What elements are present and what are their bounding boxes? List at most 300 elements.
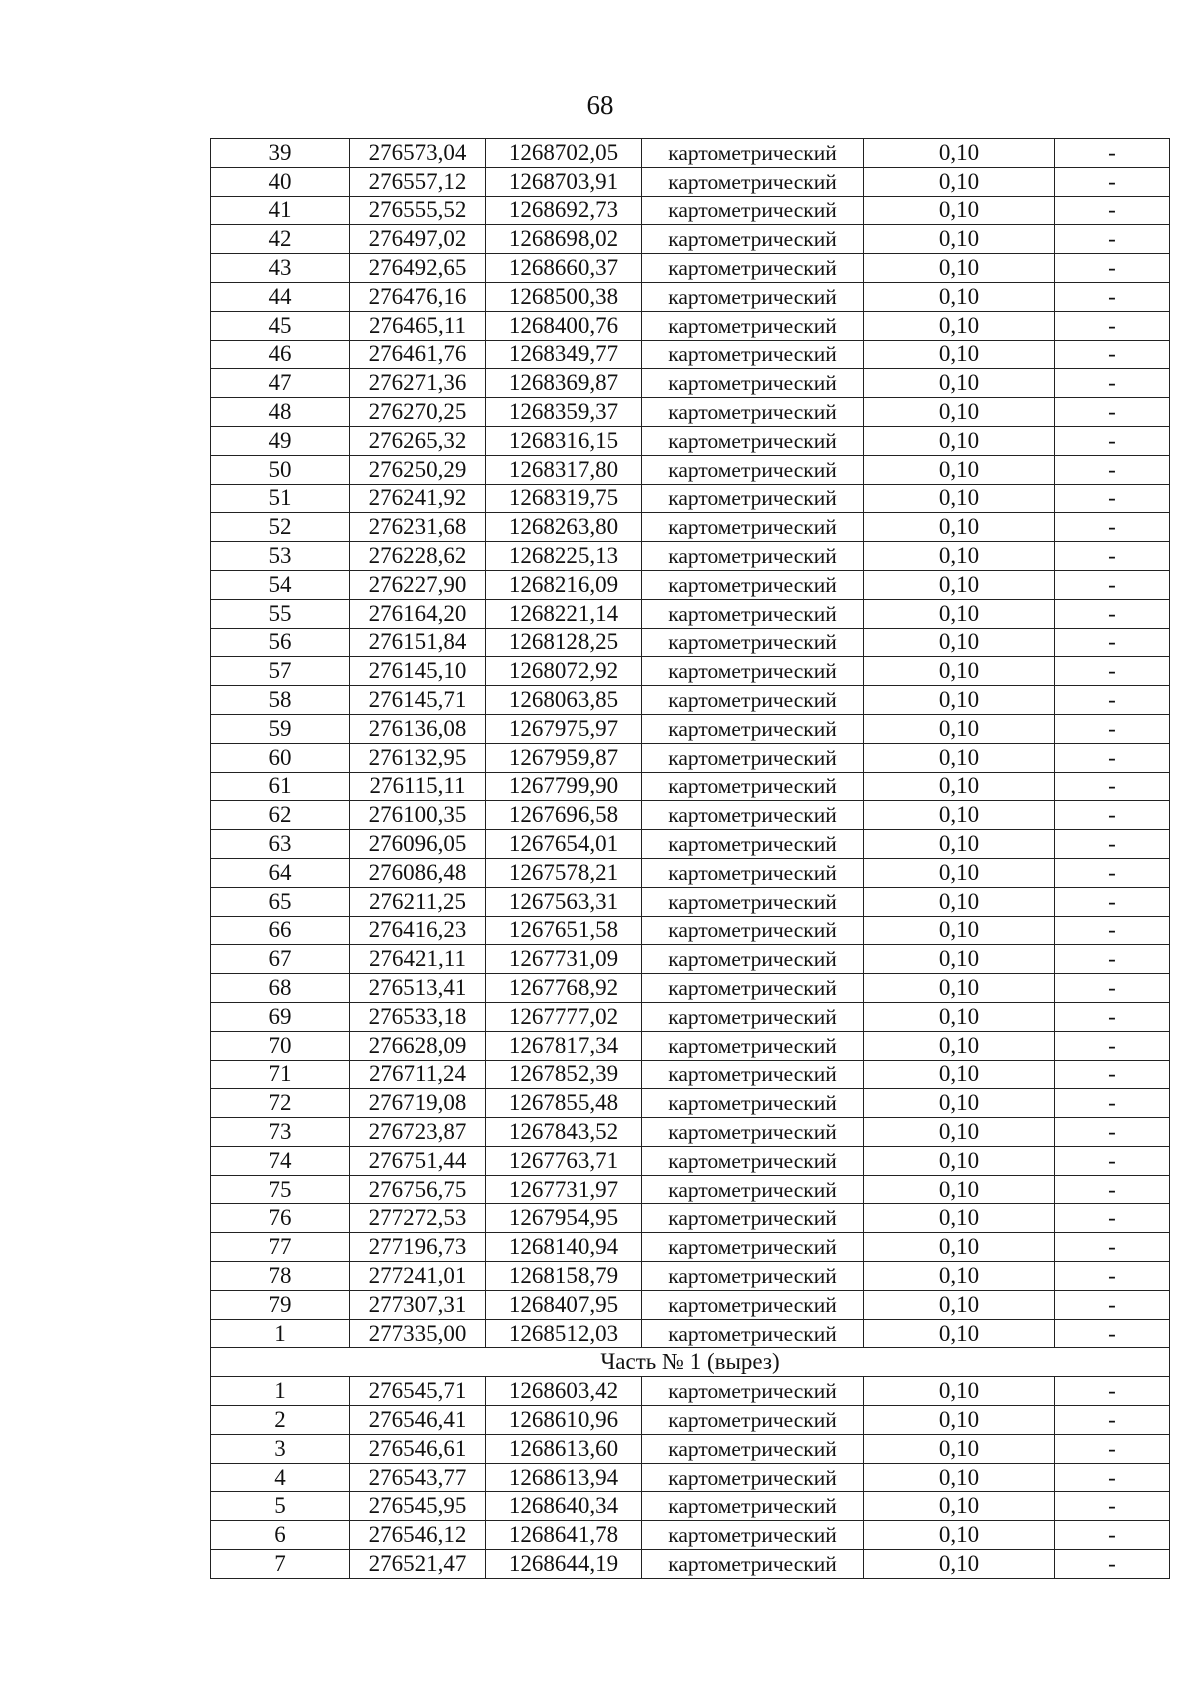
- x-coordinate: 276543,77: [350, 1463, 486, 1492]
- note: -: [1055, 1434, 1170, 1463]
- table-row: [211, 139, 1170, 168]
- y-coordinate: 1267578,21: [486, 858, 642, 887]
- table-row: [211, 1492, 1170, 1521]
- point-number: 2: [211, 1406, 350, 1435]
- accuracy: 0,10: [864, 916, 1055, 945]
- note: -: [1055, 1262, 1170, 1291]
- x-coordinate: 276227,90: [350, 570, 486, 599]
- accuracy: 0,10: [864, 1118, 1055, 1147]
- y-coordinate: 1267651,58: [486, 916, 642, 945]
- table-row: [211, 945, 1170, 974]
- table-row: [211, 1031, 1170, 1060]
- section-row: [211, 1348, 1170, 1377]
- table-row: [211, 830, 1170, 859]
- y-coordinate: 1268640,34: [486, 1492, 642, 1521]
- accuracy: 0,10: [864, 1319, 1055, 1348]
- method: картометрический: [642, 1377, 864, 1406]
- point-number: 65: [211, 887, 350, 916]
- y-coordinate: 1268613,94: [486, 1463, 642, 1492]
- section-header: [211, 1348, 1170, 1377]
- method: картометрический: [642, 1002, 864, 1031]
- y-coordinate: 1268221,14: [486, 599, 642, 628]
- point-number: 45: [211, 311, 350, 340]
- table-row: [211, 1406, 1170, 1435]
- table-row: [211, 426, 1170, 455]
- x-coordinate: 276465,11: [350, 311, 486, 340]
- y-coordinate: 1267563,31: [486, 887, 642, 916]
- table-row: [211, 599, 1170, 628]
- accuracy: 0,10: [864, 743, 1055, 772]
- note: -: [1055, 1031, 1170, 1060]
- accuracy: 0,10: [864, 1146, 1055, 1175]
- table-row: [211, 858, 1170, 887]
- accuracy: 0,10: [864, 599, 1055, 628]
- point-number: 44: [211, 282, 350, 311]
- x-coordinate: 277241,01: [350, 1262, 486, 1291]
- coordinates-rows-before: [211, 139, 1170, 1348]
- note: -: [1055, 369, 1170, 398]
- x-coordinate: 276461,76: [350, 340, 486, 369]
- point-number: 4: [211, 1463, 350, 1492]
- y-coordinate: 1267843,52: [486, 1118, 642, 1147]
- accuracy: 0,10: [864, 974, 1055, 1003]
- note: -: [1055, 570, 1170, 599]
- x-coordinate: 276115,11: [350, 772, 486, 801]
- method: картометрический: [642, 1060, 864, 1089]
- note: -: [1055, 282, 1170, 311]
- method: картометрический: [642, 1406, 864, 1435]
- point-number: 55: [211, 599, 350, 628]
- point-number: 56: [211, 628, 350, 657]
- y-coordinate: 1267852,39: [486, 1060, 642, 1089]
- note: -: [1055, 887, 1170, 916]
- note: -: [1055, 974, 1170, 1003]
- point-number: 40: [211, 167, 350, 196]
- point-number: 43: [211, 254, 350, 283]
- table-row: [211, 1377, 1170, 1406]
- note: -: [1055, 801, 1170, 830]
- note: -: [1055, 1521, 1170, 1550]
- y-coordinate: 1267817,34: [486, 1031, 642, 1060]
- note: -: [1055, 1233, 1170, 1262]
- y-coordinate: 1267959,87: [486, 743, 642, 772]
- table-row: [211, 657, 1170, 686]
- y-coordinate: 1268316,15: [486, 426, 642, 455]
- method: картометрический: [642, 628, 864, 657]
- point-number: 77: [211, 1233, 350, 1262]
- note: -: [1055, 916, 1170, 945]
- coordinates-rows-after: [211, 1377, 1170, 1579]
- y-coordinate: 1268613,60: [486, 1434, 642, 1463]
- y-coordinate: 1268225,13: [486, 542, 642, 571]
- method: картометрический: [642, 1463, 864, 1492]
- table-row: [211, 254, 1170, 283]
- accuracy: 0,10: [864, 1492, 1055, 1521]
- accuracy: 0,10: [864, 167, 1055, 196]
- table-row: [211, 340, 1170, 369]
- point-number: 61: [211, 772, 350, 801]
- table-row: [211, 1521, 1170, 1550]
- accuracy: 0,10: [864, 282, 1055, 311]
- y-coordinate: 1268319,75: [486, 484, 642, 513]
- accuracy: 0,10: [864, 1262, 1055, 1291]
- table-row: [211, 1089, 1170, 1118]
- table-row: [211, 1060, 1170, 1089]
- method: картометрический: [642, 657, 864, 686]
- point-number: 5: [211, 1492, 350, 1521]
- y-coordinate: 1267855,48: [486, 1089, 642, 1118]
- table-row: [211, 225, 1170, 254]
- accuracy: 0,10: [864, 398, 1055, 427]
- method: картометрический: [642, 426, 864, 455]
- x-coordinate: 276086,48: [350, 858, 486, 887]
- accuracy: 0,10: [864, 830, 1055, 859]
- note: -: [1055, 311, 1170, 340]
- point-number: 6: [211, 1521, 350, 1550]
- table-row: [211, 1463, 1170, 1492]
- method: картометрический: [642, 1319, 864, 1348]
- method: картометрический: [642, 542, 864, 571]
- y-coordinate: 1268263,80: [486, 513, 642, 542]
- point-number: 72: [211, 1089, 350, 1118]
- accuracy: 0,10: [864, 369, 1055, 398]
- table-row: [211, 628, 1170, 657]
- method: картометрический: [642, 1434, 864, 1463]
- note: -: [1055, 714, 1170, 743]
- x-coordinate: 276628,09: [350, 1031, 486, 1060]
- method: картометрический: [642, 1233, 864, 1262]
- x-coordinate: 276145,71: [350, 686, 486, 715]
- method: картометрический: [642, 513, 864, 542]
- point-number: 79: [211, 1290, 350, 1319]
- point-number: 7: [211, 1550, 350, 1579]
- table-row: [211, 196, 1170, 225]
- y-coordinate: 1268500,38: [486, 282, 642, 311]
- point-number: 74: [211, 1146, 350, 1175]
- accuracy: 0,10: [864, 1550, 1055, 1579]
- accuracy: 0,10: [864, 196, 1055, 225]
- table-row: [211, 455, 1170, 484]
- y-coordinate: 1267768,92: [486, 974, 642, 1003]
- note: -: [1055, 1204, 1170, 1233]
- point-number: 50: [211, 455, 350, 484]
- point-number: 41: [211, 196, 350, 225]
- method: картометрический: [642, 945, 864, 974]
- method: картометрический: [642, 858, 864, 887]
- method: картометрический: [642, 887, 864, 916]
- x-coordinate: 276100,35: [350, 801, 486, 830]
- x-coordinate: 276492,65: [350, 254, 486, 283]
- y-coordinate: 1267975,97: [486, 714, 642, 743]
- note: -: [1055, 772, 1170, 801]
- x-coordinate: 277272,53: [350, 1204, 486, 1233]
- note: -: [1055, 225, 1170, 254]
- note: -: [1055, 340, 1170, 369]
- point-number: 52: [211, 513, 350, 542]
- accuracy: 0,10: [864, 542, 1055, 571]
- point-number: 68: [211, 974, 350, 1003]
- note: -: [1055, 398, 1170, 427]
- method: картометрический: [642, 974, 864, 1003]
- table-row: [211, 167, 1170, 196]
- x-coordinate: 276096,05: [350, 830, 486, 859]
- note: -: [1055, 1463, 1170, 1492]
- x-coordinate: 276228,62: [350, 542, 486, 571]
- point-number: 64: [211, 858, 350, 887]
- method: картометрический: [642, 1262, 864, 1291]
- point-number: 69: [211, 1002, 350, 1031]
- accuracy: 0,10: [864, 657, 1055, 686]
- table-row: [211, 1175, 1170, 1204]
- x-coordinate: 276211,25: [350, 887, 486, 916]
- accuracy: 0,10: [864, 139, 1055, 168]
- x-coordinate: 276711,24: [350, 1060, 486, 1089]
- x-coordinate: 276545,71: [350, 1377, 486, 1406]
- table-row: [211, 1146, 1170, 1175]
- point-number: 60: [211, 743, 350, 772]
- accuracy: 0,10: [864, 484, 1055, 513]
- point-number: 78: [211, 1262, 350, 1291]
- point-number: 67: [211, 945, 350, 974]
- x-coordinate: 276533,18: [350, 1002, 486, 1031]
- accuracy: 0,10: [864, 570, 1055, 599]
- method: картометрический: [642, 196, 864, 225]
- accuracy: 0,10: [864, 686, 1055, 715]
- table-row: [211, 1204, 1170, 1233]
- accuracy: 0,10: [864, 426, 1055, 455]
- y-coordinate: 1268359,37: [486, 398, 642, 427]
- accuracy: 0,10: [864, 801, 1055, 830]
- section-title: Часть № 1 (вырез): [211, 1348, 1170, 1377]
- method: картометрический: [642, 1089, 864, 1118]
- method: картометрический: [642, 1550, 864, 1579]
- table-row: [211, 887, 1170, 916]
- accuracy: 0,10: [864, 1463, 1055, 1492]
- method: картометрический: [642, 801, 864, 830]
- accuracy: 0,10: [864, 1434, 1055, 1463]
- y-coordinate: 1267777,02: [486, 1002, 642, 1031]
- x-coordinate: 276521,47: [350, 1550, 486, 1579]
- note: -: [1055, 1319, 1170, 1348]
- table-row: [211, 1290, 1170, 1319]
- method: картометрический: [642, 254, 864, 283]
- y-coordinate: 1268072,92: [486, 657, 642, 686]
- x-coordinate: 276497,02: [350, 225, 486, 254]
- y-coordinate: 1268140,94: [486, 1233, 642, 1262]
- method: картометрический: [642, 282, 864, 311]
- accuracy: 0,10: [864, 1204, 1055, 1233]
- method: картометрический: [642, 311, 864, 340]
- accuracy: 0,10: [864, 628, 1055, 657]
- table-row: [211, 743, 1170, 772]
- table-row: [211, 1550, 1170, 1579]
- method: картометрический: [642, 714, 864, 743]
- point-number: 57: [211, 657, 350, 686]
- note: -: [1055, 1002, 1170, 1031]
- accuracy: 0,10: [864, 1233, 1055, 1262]
- accuracy: 0,10: [864, 1406, 1055, 1435]
- y-coordinate: 1268349,77: [486, 340, 642, 369]
- x-coordinate: 276416,23: [350, 916, 486, 945]
- table-row: [211, 1118, 1170, 1147]
- point-number: 51: [211, 484, 350, 513]
- note: -: [1055, 1089, 1170, 1118]
- table-row: [211, 801, 1170, 830]
- accuracy: 0,10: [864, 1290, 1055, 1319]
- note: -: [1055, 599, 1170, 628]
- y-coordinate: 1268512,03: [486, 1319, 642, 1348]
- point-number: 1: [211, 1319, 350, 1348]
- table-row: [211, 686, 1170, 715]
- point-number: 39: [211, 139, 350, 168]
- table-row: [211, 369, 1170, 398]
- note: -: [1055, 657, 1170, 686]
- method: картометрический: [642, 772, 864, 801]
- y-coordinate: 1268158,79: [486, 1262, 642, 1291]
- note: -: [1055, 484, 1170, 513]
- x-coordinate: 276231,68: [350, 513, 486, 542]
- y-coordinate: 1268644,19: [486, 1550, 642, 1579]
- table-row: [211, 542, 1170, 571]
- accuracy: 0,10: [864, 858, 1055, 887]
- x-coordinate: 277335,00: [350, 1319, 486, 1348]
- y-coordinate: 1268703,91: [486, 167, 642, 196]
- point-number: 48: [211, 398, 350, 427]
- accuracy: 0,10: [864, 1175, 1055, 1204]
- y-coordinate: 1268641,78: [486, 1521, 642, 1550]
- point-number: 59: [211, 714, 350, 743]
- note: -: [1055, 167, 1170, 196]
- accuracy: 0,10: [864, 340, 1055, 369]
- note: -: [1055, 686, 1170, 715]
- method: картометрический: [642, 340, 864, 369]
- accuracy: 0,10: [864, 1521, 1055, 1550]
- method: картометрический: [642, 225, 864, 254]
- x-coordinate: 276557,12: [350, 167, 486, 196]
- method: картометрический: [642, 1521, 864, 1550]
- x-coordinate: 276545,95: [350, 1492, 486, 1521]
- note: -: [1055, 1290, 1170, 1319]
- table-row: [211, 772, 1170, 801]
- method: картометрический: [642, 455, 864, 484]
- point-number: 47: [211, 369, 350, 398]
- method: картометрический: [642, 743, 864, 772]
- x-coordinate: 276271,36: [350, 369, 486, 398]
- point-number: 46: [211, 340, 350, 369]
- page-number: 68: [586, 90, 614, 120]
- x-coordinate: 276250,29: [350, 455, 486, 484]
- x-coordinate: 276132,95: [350, 743, 486, 772]
- point-number: 63: [211, 830, 350, 859]
- method: картометрический: [642, 1290, 864, 1319]
- x-coordinate: 276546,61: [350, 1434, 486, 1463]
- note: -: [1055, 542, 1170, 571]
- point-number: 3: [211, 1434, 350, 1463]
- table-row: [211, 974, 1170, 1003]
- x-coordinate: 276476,16: [350, 282, 486, 311]
- note: -: [1055, 830, 1170, 859]
- y-coordinate: 1268603,42: [486, 1377, 642, 1406]
- note: -: [1055, 858, 1170, 887]
- table-row: [211, 484, 1170, 513]
- method: картометрический: [642, 1175, 864, 1204]
- point-number: 49: [211, 426, 350, 455]
- method: картометрический: [642, 167, 864, 196]
- note: -: [1055, 1492, 1170, 1521]
- point-number: 54: [211, 570, 350, 599]
- point-number: 75: [211, 1175, 350, 1204]
- y-coordinate: 1268407,95: [486, 1290, 642, 1319]
- point-number: 71: [211, 1060, 350, 1089]
- x-coordinate: 276546,41: [350, 1406, 486, 1435]
- note: -: [1055, 455, 1170, 484]
- point-number: 62: [211, 801, 350, 830]
- note: -: [1055, 945, 1170, 974]
- note: -: [1055, 1377, 1170, 1406]
- x-coordinate: 276756,75: [350, 1175, 486, 1204]
- table-row: [211, 1233, 1170, 1262]
- x-coordinate: 276270,25: [350, 398, 486, 427]
- accuracy: 0,10: [864, 1377, 1055, 1406]
- method: картометрический: [642, 1492, 864, 1521]
- accuracy: 0,10: [864, 1031, 1055, 1060]
- point-number: 42: [211, 225, 350, 254]
- x-coordinate: 276546,12: [350, 1521, 486, 1550]
- y-coordinate: 1268216,09: [486, 570, 642, 599]
- x-coordinate: 276265,32: [350, 426, 486, 455]
- y-coordinate: 1268317,80: [486, 455, 642, 484]
- x-coordinate: 276513,41: [350, 974, 486, 1003]
- note: -: [1055, 1146, 1170, 1175]
- x-coordinate: 276241,92: [350, 484, 486, 513]
- method: картометрический: [642, 916, 864, 945]
- table-row: [211, 1319, 1170, 1348]
- x-coordinate: 276573,04: [350, 139, 486, 168]
- method: картометрический: [642, 398, 864, 427]
- y-coordinate: 1267731,97: [486, 1175, 642, 1204]
- table-row: [211, 311, 1170, 340]
- note: -: [1055, 1406, 1170, 1435]
- table-row: [211, 916, 1170, 945]
- accuracy: 0,10: [864, 1060, 1055, 1089]
- method: картометрический: [642, 686, 864, 715]
- method: картометрический: [642, 1031, 864, 1060]
- accuracy: 0,10: [864, 225, 1055, 254]
- x-coordinate: 276751,44: [350, 1146, 486, 1175]
- note: -: [1055, 1550, 1170, 1579]
- note: -: [1055, 426, 1170, 455]
- note: -: [1055, 1118, 1170, 1147]
- table-row: [211, 398, 1170, 427]
- y-coordinate: 1267799,90: [486, 772, 642, 801]
- x-coordinate: 276151,84: [350, 628, 486, 657]
- method: картометрический: [642, 1146, 864, 1175]
- coordinates-table: [210, 138, 1170, 1579]
- table-row: [211, 1262, 1170, 1291]
- point-number: 76: [211, 1204, 350, 1233]
- point-number: 1: [211, 1377, 350, 1406]
- method: картометрический: [642, 484, 864, 513]
- table-row: [211, 282, 1170, 311]
- table-row: [211, 570, 1170, 599]
- accuracy: 0,10: [864, 311, 1055, 340]
- accuracy: 0,10: [864, 945, 1055, 974]
- x-coordinate: 276719,08: [350, 1089, 486, 1118]
- method: картометрический: [642, 1118, 864, 1147]
- y-coordinate: 1267731,09: [486, 945, 642, 974]
- x-coordinate: 277196,73: [350, 1233, 486, 1262]
- method: картометрический: [642, 570, 864, 599]
